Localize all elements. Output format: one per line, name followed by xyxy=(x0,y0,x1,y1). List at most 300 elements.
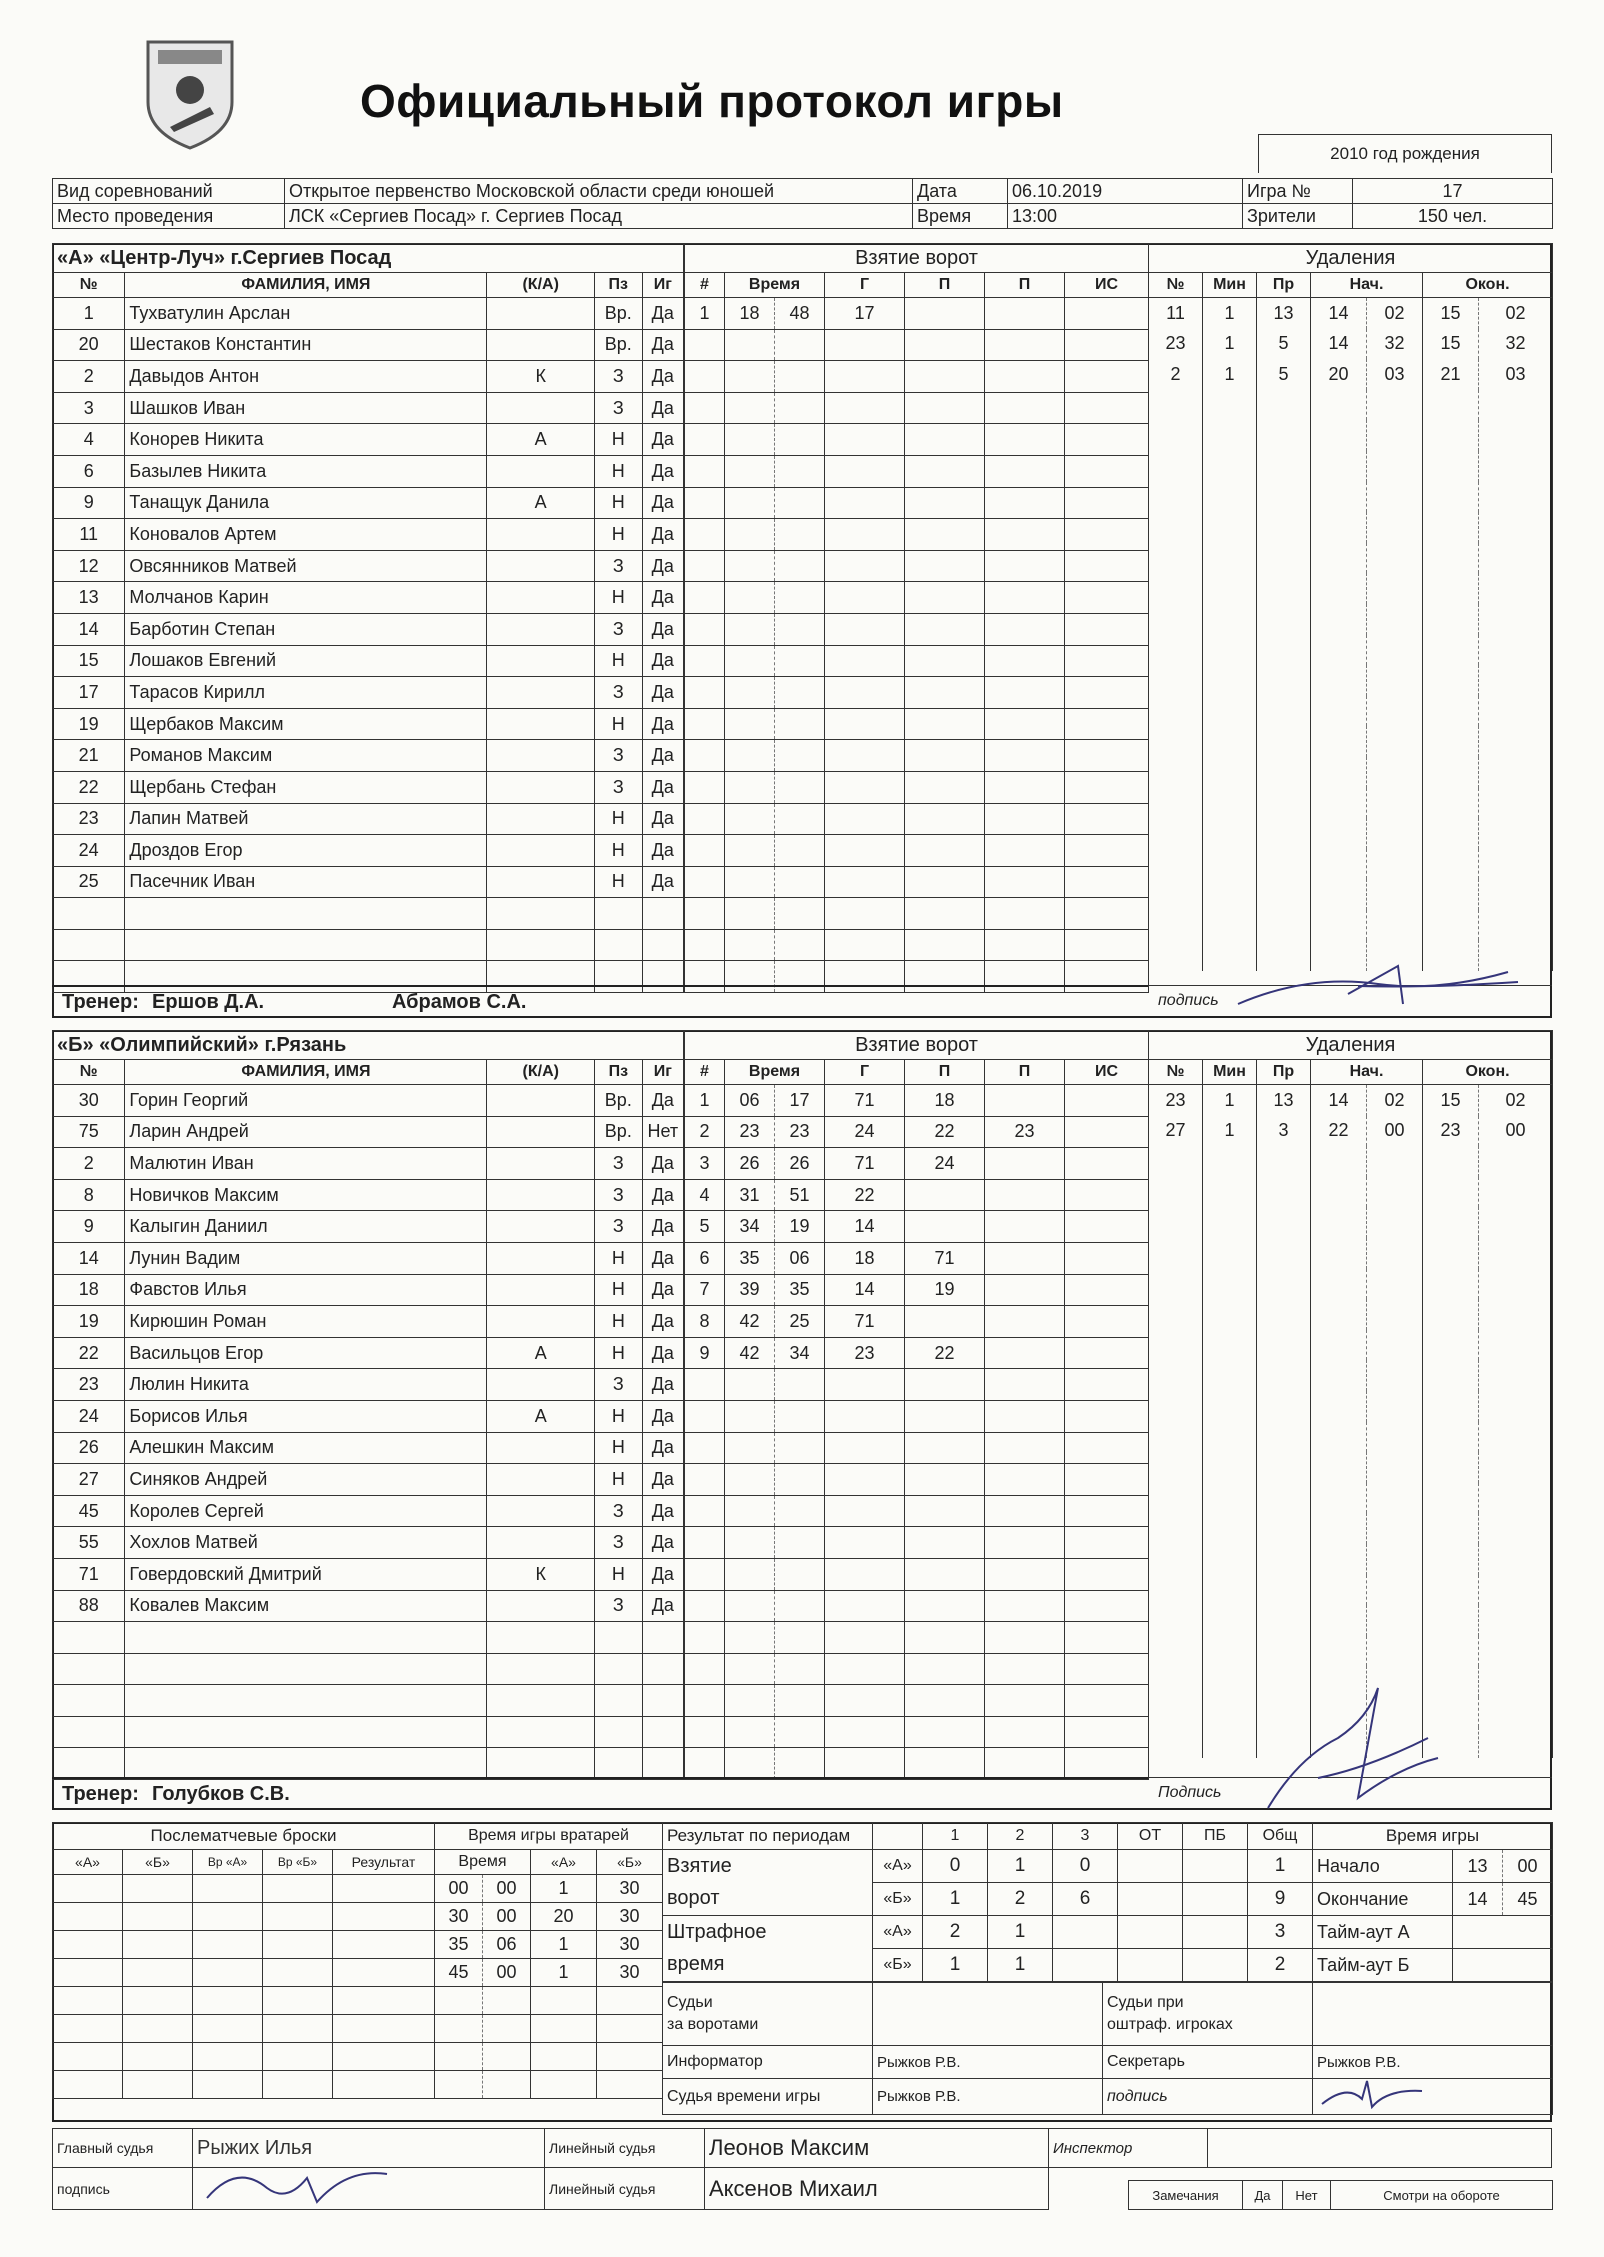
pen-start-min xyxy=(1311,1513,1367,1544)
pen-end-min xyxy=(1423,482,1479,513)
goal-assist2 xyxy=(985,298,1065,330)
period-value: 2 xyxy=(923,1916,988,1949)
pen-start-sec xyxy=(1367,1391,1423,1422)
pen-minutes xyxy=(1203,1575,1257,1606)
player-name: Алешкин Максим xyxy=(125,1432,487,1464)
pen-start-min xyxy=(1311,665,1367,696)
pen-number xyxy=(1149,635,1203,666)
player-role xyxy=(487,298,595,330)
col-goal-scorer: Г xyxy=(825,273,905,298)
goal-assist2 xyxy=(985,1748,1065,1780)
player-role xyxy=(487,1148,595,1180)
so-cell xyxy=(53,2043,123,2071)
goal-assist1 xyxy=(905,708,985,740)
pen-minutes: 1 xyxy=(1203,298,1257,329)
player-role xyxy=(487,645,595,677)
pen-minutes xyxy=(1203,451,1257,482)
pen-number xyxy=(1149,1666,1203,1697)
signature-mark xyxy=(1228,964,1528,1014)
gk-second xyxy=(483,1987,531,2015)
goal-second xyxy=(775,519,825,551)
pen-number xyxy=(1149,1513,1203,1544)
goal-second xyxy=(775,1558,825,1590)
pen-start-sec xyxy=(1367,1513,1423,1544)
pen-number xyxy=(1149,1330,1203,1361)
pen-start-min xyxy=(1311,1146,1367,1177)
goal-situation xyxy=(1065,898,1149,930)
goal-scorer: 14 xyxy=(825,1274,905,1306)
pen-minutes xyxy=(1203,1422,1257,1453)
pen-end-min xyxy=(1423,849,1479,880)
goal-situation xyxy=(1065,361,1149,393)
pen-number xyxy=(1149,1697,1203,1728)
so-cell xyxy=(123,1987,193,2015)
player-name: Ларин Андрей xyxy=(125,1116,487,1148)
pen-end-min xyxy=(1423,1452,1479,1483)
goal-assist2 xyxy=(985,1653,1065,1685)
period-value: 2 xyxy=(1248,1949,1313,1982)
pen-start-min: 14 xyxy=(1311,298,1367,329)
goal-assist2 xyxy=(985,708,1065,740)
player-number: 13 xyxy=(53,582,125,614)
period-value xyxy=(1053,1949,1118,1982)
goal-minute xyxy=(725,550,775,582)
gk-minute xyxy=(435,2015,483,2043)
player-plays: Да xyxy=(642,1432,683,1464)
col-pen-no: № xyxy=(1149,1060,1203,1085)
pen-number: 23 xyxy=(1149,1085,1203,1116)
goal-assist2: 23 xyxy=(985,1116,1065,1148)
pen-number xyxy=(1149,1483,1203,1514)
team-title: «Б» «Олимпийский» г.Рязань xyxy=(53,1031,684,1060)
so-cell xyxy=(123,1903,193,1931)
player-number xyxy=(53,1653,125,1685)
goal-situation xyxy=(1065,1274,1149,1306)
pen-start-sec xyxy=(1367,788,1423,819)
so-cell xyxy=(123,2015,193,2043)
pen-start-sec xyxy=(1367,726,1423,757)
goal-situation xyxy=(1065,1116,1149,1148)
linesman-label-1: Линейный судья xyxy=(545,2129,705,2168)
player-number xyxy=(53,1716,125,1748)
goal-situation xyxy=(1065,1369,1149,1401)
pen-reason xyxy=(1257,1422,1311,1453)
goal-situation xyxy=(1065,1432,1149,1464)
col-goal-time: Время xyxy=(725,273,825,298)
goal-number xyxy=(685,519,725,551)
goal-number xyxy=(685,708,725,740)
pen-minutes xyxy=(1203,1177,1257,1208)
player-number: 3 xyxy=(53,392,125,424)
player-number: 1 xyxy=(53,298,125,330)
goal-scorer: 23 xyxy=(825,1337,905,1369)
pen-start-min xyxy=(1311,1391,1367,1422)
pen-minutes xyxy=(1203,635,1257,666)
head-ref-label: Главный судья xyxy=(53,2129,193,2168)
gk-team-a xyxy=(531,2071,597,2099)
player-number: 27 xyxy=(53,1464,125,1496)
pen-start-sec xyxy=(1367,604,1423,635)
goal-assist1 xyxy=(905,392,985,424)
pen-minutes xyxy=(1203,1636,1257,1667)
goal-assist2 xyxy=(985,613,1065,645)
player-plays: Нет xyxy=(642,1116,683,1148)
competition-value: Открытое первенство Московской области среди юношей xyxy=(285,179,913,204)
goal-scorer xyxy=(825,1653,905,1685)
goal-second: 25 xyxy=(775,1306,825,1338)
goal-assist1 xyxy=(905,582,985,614)
pen-end-min xyxy=(1423,604,1479,635)
goal-situation xyxy=(1065,582,1149,614)
pen-number xyxy=(1149,788,1203,819)
pen-end-min: 15 xyxy=(1423,298,1479,329)
pen-end-sec xyxy=(1479,1727,1553,1758)
goal-situation xyxy=(1065,1400,1149,1432)
pen-reason xyxy=(1257,1483,1311,1514)
pen-number xyxy=(1149,573,1203,604)
goal-second xyxy=(775,645,825,677)
goal-situation xyxy=(1065,1590,1149,1622)
goal-number xyxy=(685,392,725,424)
goal-scorer xyxy=(825,392,905,424)
player-position: З xyxy=(595,1590,643,1622)
gk-team-a: 20 xyxy=(531,1903,597,1931)
goal-scorer xyxy=(825,866,905,898)
player-role xyxy=(487,1622,595,1654)
goal-number xyxy=(685,613,725,645)
period-header-ot: ОТ xyxy=(1118,1823,1183,1850)
player-role xyxy=(487,613,595,645)
player-number: 45 xyxy=(53,1495,125,1527)
signature-mark xyxy=(1258,1678,1458,1818)
player-number xyxy=(53,929,125,961)
pen-start-min xyxy=(1311,696,1367,727)
period-row-label: Взятие xyxy=(663,1850,873,1883)
goal-assist1 xyxy=(905,1400,985,1432)
team-b-roster xyxy=(52,1030,684,1780)
player-plays: Да xyxy=(642,1148,683,1180)
pen-number xyxy=(1149,1575,1203,1606)
pen-minutes xyxy=(1203,849,1257,880)
pen-start-sec xyxy=(1367,1299,1423,1330)
goal-scorer: 71 xyxy=(825,1085,905,1117)
player-role: А xyxy=(487,487,595,519)
goal-number xyxy=(685,898,725,930)
team-b-signature-label: Подпись xyxy=(1158,1784,1222,1801)
player-number: 23 xyxy=(53,803,125,835)
goal-assist1 xyxy=(905,929,985,961)
goal-minute xyxy=(725,1558,775,1590)
period-team: «А» xyxy=(873,1916,923,1949)
goal-assist1 xyxy=(905,677,985,709)
pen-start-sec xyxy=(1367,1269,1423,1300)
goal-scorer xyxy=(825,771,905,803)
player-name: Малютин Иван xyxy=(125,1148,487,1180)
goal-scorer xyxy=(825,835,905,867)
gk-second xyxy=(483,2015,531,2043)
goal-judges-label xyxy=(663,1983,873,2046)
pen-end-sec xyxy=(1479,1391,1553,1422)
goal-assist1 xyxy=(905,519,985,551)
goal-minute xyxy=(725,1400,775,1432)
gk-team-b xyxy=(597,2043,663,2071)
end-label: Окончание xyxy=(1313,1883,1453,1916)
goal-second: 51 xyxy=(775,1179,825,1211)
goal-number: 9 xyxy=(685,1337,725,1369)
player-name xyxy=(125,929,487,961)
team-a-signature-label: подпись xyxy=(1158,992,1219,1009)
goal-situation xyxy=(1065,645,1149,677)
pen-start-sec xyxy=(1367,910,1423,941)
pen-reason xyxy=(1257,635,1311,666)
goal-second: 35 xyxy=(775,1274,825,1306)
gk-title: Время игры вратарей xyxy=(435,1823,663,1850)
player-role xyxy=(487,677,595,709)
pen-end-min xyxy=(1423,1544,1479,1575)
player-position xyxy=(595,1685,643,1717)
pen-end-sec xyxy=(1479,1666,1553,1697)
player-position: З xyxy=(594,361,642,393)
pen-minutes xyxy=(1203,1269,1257,1300)
goal-assist1: 24 xyxy=(905,1148,985,1180)
goal-minute xyxy=(725,424,775,456)
pen-minutes: 1 xyxy=(1203,1116,1257,1147)
pen-start-min xyxy=(1311,1299,1367,1330)
goal-situation xyxy=(1065,1685,1149,1717)
goal-assist2 xyxy=(985,1400,1065,1432)
pen-minutes xyxy=(1203,1146,1257,1177)
player-number: 22 xyxy=(53,1337,125,1369)
goal-number xyxy=(685,1685,725,1717)
pen-number xyxy=(1149,910,1203,941)
goal-assist1: 22 xyxy=(905,1337,985,1369)
coach-label: Тренер: xyxy=(62,1783,139,1805)
so-cell xyxy=(193,1959,263,1987)
pen-start-sec xyxy=(1367,849,1423,880)
team-b-coach: Голубков С.В. xyxy=(152,1783,290,1805)
col-goal-num: # xyxy=(685,273,725,298)
pen-number xyxy=(1149,940,1203,971)
col-pos: Пз xyxy=(595,1060,643,1085)
col-plays: Иг xyxy=(642,1060,683,1085)
goal-minute xyxy=(725,1748,775,1780)
period-value: 1 xyxy=(1248,1850,1313,1883)
goal-assist1: 19 xyxy=(905,1274,985,1306)
pen-end-sec xyxy=(1479,573,1553,604)
goal-minute xyxy=(725,1432,775,1464)
period-value: 6 xyxy=(1053,1883,1118,1916)
goal-assist2 xyxy=(985,1527,1065,1559)
goal-scorer xyxy=(825,740,905,772)
goal-minute: 35 xyxy=(725,1242,775,1274)
goal-number xyxy=(685,1748,725,1780)
pen-end-min xyxy=(1423,573,1479,604)
pen-reason xyxy=(1257,1605,1311,1636)
goal-second xyxy=(775,1748,825,1780)
pen-start-sec xyxy=(1367,1575,1423,1606)
goal-assist1 xyxy=(905,1748,985,1780)
pen-end-sec: 32 xyxy=(1479,329,1553,360)
gk-team-a: 1 xyxy=(531,1931,597,1959)
col-goal-situation: ИС xyxy=(1065,273,1149,298)
goal-number xyxy=(685,1716,725,1748)
player-role xyxy=(487,835,595,867)
goal-second xyxy=(775,1432,825,1464)
player-plays: Да xyxy=(642,677,683,709)
goal-assist1 xyxy=(905,1432,985,1464)
player-name: Дроздов Егор xyxy=(125,835,487,867)
goal-situation xyxy=(1065,1085,1149,1117)
pen-reason xyxy=(1257,849,1311,880)
player-role xyxy=(487,1748,595,1780)
gk-team-b xyxy=(597,1987,663,2015)
player-name: Фавстов Илья xyxy=(125,1274,487,1306)
pen-minutes xyxy=(1203,1360,1257,1391)
goal-situation xyxy=(1065,1653,1149,1685)
col-goal-scorer: Г xyxy=(825,1060,905,1085)
player-plays: Да xyxy=(642,1495,683,1527)
col-pen-start: Нач. xyxy=(1311,273,1423,298)
player-number: 22 xyxy=(53,771,125,803)
player-name: Ковалев Максим xyxy=(125,1590,487,1622)
pen-minutes xyxy=(1203,1330,1257,1361)
player-plays xyxy=(642,1748,683,1780)
goal-assist1 xyxy=(905,1179,985,1211)
pen-judges-line2: оштраф. игроках xyxy=(1107,2016,1233,2033)
player-position: Вр. xyxy=(594,329,642,361)
goal-situation xyxy=(1065,1622,1149,1654)
goal-minute xyxy=(725,835,775,867)
player-name: Романов Максим xyxy=(125,740,487,772)
spectators-value: 150 чел. xyxy=(1353,204,1553,229)
goal-minute: 06 xyxy=(725,1085,775,1117)
player-name: Кирюшин Роман xyxy=(125,1306,487,1338)
pen-end-min xyxy=(1423,1636,1479,1667)
goal-second xyxy=(775,1527,825,1559)
goal-situation xyxy=(1065,771,1149,803)
goal-assist2 xyxy=(985,645,1065,677)
goal-minute xyxy=(725,898,775,930)
pen-end-sec xyxy=(1479,1238,1553,1269)
pen-reason xyxy=(1257,910,1311,941)
so-cell xyxy=(333,2015,435,2043)
team-a-goals xyxy=(684,243,1149,993)
team-b-goals xyxy=(684,1030,1149,1780)
so-col-result: Результат xyxy=(333,1850,435,1875)
pen-end-sec xyxy=(1479,604,1553,635)
goal-situation xyxy=(1065,1337,1149,1369)
so-cell xyxy=(53,2071,123,2099)
pen-start-sec xyxy=(1367,1330,1423,1361)
period-results-table xyxy=(662,1822,1313,1982)
goal-assist1 xyxy=(905,835,985,867)
so-cell xyxy=(123,1875,193,1903)
player-position: З xyxy=(595,1179,643,1211)
pen-start-min xyxy=(1311,1636,1367,1667)
pen-start-sec: 02 xyxy=(1367,298,1423,329)
goal-assist2 xyxy=(985,740,1065,772)
player-number: 18 xyxy=(53,1274,125,1306)
player-name: Тухватулин Арслан xyxy=(125,298,487,330)
so-cell xyxy=(263,1903,333,1931)
col-pos: Пз xyxy=(594,273,642,298)
goal-situation xyxy=(1065,1179,1149,1211)
game-number: 17 xyxy=(1353,179,1553,204)
goal-assist2 xyxy=(985,1464,1065,1496)
pen-number: 2 xyxy=(1149,359,1203,390)
player-role xyxy=(487,582,595,614)
gk-second xyxy=(483,2043,531,2071)
player-plays xyxy=(642,1685,683,1717)
officials-table xyxy=(52,2128,1101,2210)
player-number xyxy=(53,1748,125,1780)
player-plays: Да xyxy=(642,298,683,330)
goal-situation xyxy=(1065,1306,1149,1338)
goal-second xyxy=(775,487,825,519)
goal-assist2 xyxy=(985,519,1065,551)
gk-minute xyxy=(435,1987,483,2015)
team-a-roster xyxy=(52,243,684,993)
pen-end-sec xyxy=(1479,1575,1553,1606)
judges-table xyxy=(662,1982,1553,2115)
player-name xyxy=(125,1716,487,1748)
goal-scorer: 18 xyxy=(825,1242,905,1274)
period-row-label: ворот xyxy=(663,1883,873,1916)
goal-minute xyxy=(725,582,775,614)
goal-situation xyxy=(1065,1527,1149,1559)
goal-assist2 xyxy=(985,487,1065,519)
player-plays: Да xyxy=(642,613,683,645)
so-cell xyxy=(263,2043,333,2071)
so-cell xyxy=(263,2015,333,2043)
goal-scorer xyxy=(825,487,905,519)
goal-minute xyxy=(725,1716,775,1748)
end-hour: 14 xyxy=(1453,1883,1503,1916)
player-name xyxy=(125,1653,487,1685)
pen-reason: 5 xyxy=(1257,329,1311,360)
player-role: А xyxy=(487,424,595,456)
goal-assist2 xyxy=(985,1242,1065,1274)
goal-scorer xyxy=(825,645,905,677)
pen-end-sec xyxy=(1479,1636,1553,1667)
pen-number xyxy=(1149,482,1203,513)
so-cell xyxy=(333,1903,435,1931)
pen-start-min xyxy=(1311,1422,1367,1453)
player-plays: Да xyxy=(642,771,683,803)
goal-assist2 xyxy=(985,898,1065,930)
goal-assist2 xyxy=(985,1622,1065,1654)
pen-minutes xyxy=(1203,757,1257,788)
goal-scorer xyxy=(825,329,905,361)
gk-team-a: 1 xyxy=(531,1875,597,1903)
so-cell xyxy=(193,1987,263,2015)
linesman-2-value: Аксенов Михаил xyxy=(705,2168,1049,2210)
goal-situation xyxy=(1065,1148,1149,1180)
pen-end-min: 23 xyxy=(1423,1116,1479,1147)
goal-assist1 xyxy=(905,1716,985,1748)
goal-assist1 xyxy=(905,613,985,645)
goal-assist1 xyxy=(905,803,985,835)
period-value: 9 xyxy=(1248,1883,1313,1916)
player-name: Шашков Иван xyxy=(125,392,487,424)
goal-assist2 xyxy=(985,361,1065,393)
goal-scorer xyxy=(825,1527,905,1559)
header-table xyxy=(1258,134,1552,173)
player-position: Н xyxy=(595,1306,643,1338)
pen-start-sec: 32 xyxy=(1367,329,1423,360)
pen-number xyxy=(1149,1636,1203,1667)
league-logo xyxy=(140,32,240,152)
